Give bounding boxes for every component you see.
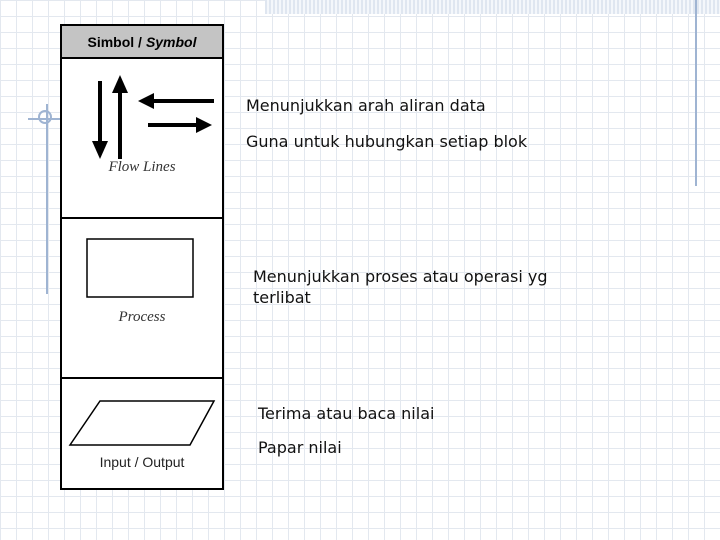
input-output-description-1: Terima atau baca nilai	[258, 404, 435, 423]
header-label: Simbol /	[87, 33, 142, 50]
decorative-vertical-line-left	[46, 104, 48, 294]
process-caption: Process	[118, 309, 166, 325]
flow-lines-caption: Flow Lines	[108, 159, 176, 175]
process-description-2: terlibat	[253, 288, 311, 307]
input-output-description-2: Papar nilai	[258, 438, 342, 457]
flow-lines-arrows-icon	[62, 59, 222, 217]
header-label-italic: Symbol	[145, 33, 197, 50]
flow-lines-description-1: Menunjukkan arah aliran data	[246, 96, 486, 115]
process-cell	[62, 219, 222, 379]
input-output-cell	[62, 379, 222, 488]
input-output-caption: Input / Output	[99, 454, 185, 470]
flow-lines-description-2: Guna untuk hubungkan setiap blok	[246, 132, 528, 151]
process-rectangle-icon	[62, 219, 222, 377]
symbol-table	[60, 24, 224, 490]
top-decorative-band	[265, 0, 720, 14]
decorative-circle	[38, 110, 52, 124]
process-description-1: Menunjukkan proses atau operasi yg	[253, 267, 548, 286]
decorative-vertical-line-right	[695, 0, 697, 186]
flow-lines-cell	[62, 59, 222, 219]
table-header	[62, 26, 222, 59]
input-output-parallelogram-icon	[62, 379, 222, 488]
